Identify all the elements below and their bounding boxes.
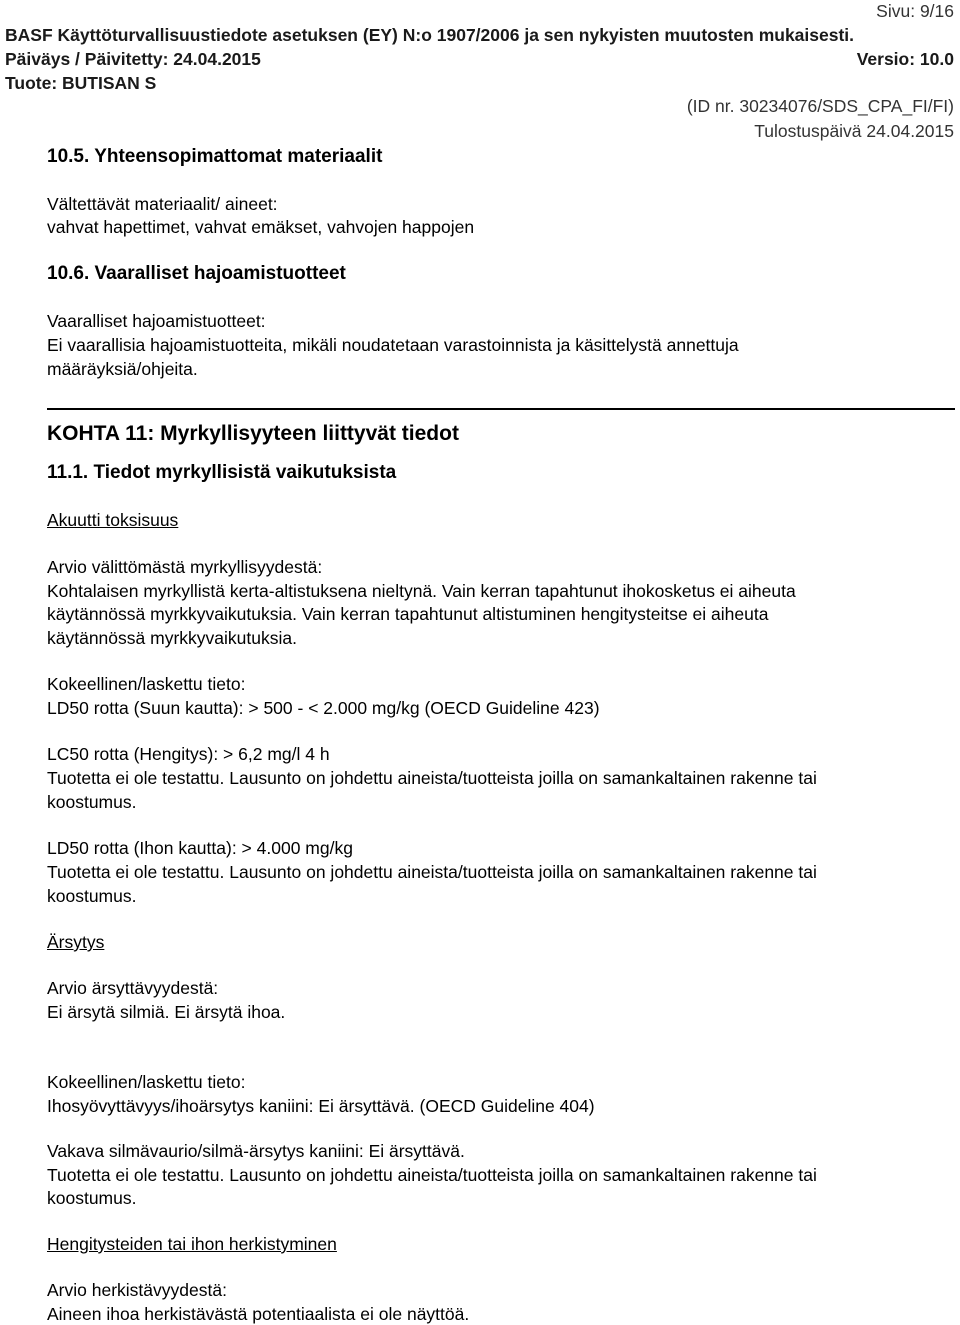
skin-irritation: Ihosyövyttävyys/ihoärsytys kaniini: Ei ärsyttävä. (OECD Guideline 404) <box>47 1096 595 1116</box>
incompatible-label: Vältettävät materiaalit/ aineet: <box>47 194 278 214</box>
sensitization-text: Aineen ihoa herkistävästä potentiaalista ei ole näyttöä. <box>47 1304 470 1324</box>
decomposition-text-1: Ei vaarallisia hajoamistuotteita, mikäli noudatetaan varastoinnista ja käsittelystä annettuja <box>47 335 739 355</box>
version: Versio: 10.0 <box>856 49 954 69</box>
irritation-note-2: koostumus. <box>47 1188 137 1208</box>
product-name: Tuote: BUTISAN S <box>5 73 157 93</box>
irritation-experimental-label: Kokeellinen/laskettu tieto: <box>47 1072 246 1092</box>
acute-text-3: käytännössä myrkkyvaikutuksia. <box>47 628 297 648</box>
lc50-inhalation: LC50 rotta (Hengitys): > 6,2 mg/l 4 h <box>47 744 330 764</box>
decomposition-text-2: määräyksiä/ohjeita. <box>47 359 198 379</box>
document-id: (ID nr. 30234076/SDS_CPA_FI/FI) <box>686 96 954 116</box>
sensitization-title: Hengitysteiden tai ihon herkistyminen <box>47 1234 337 1254</box>
page-number: Sivu: 9/16 <box>876 1 954 21</box>
section-10-5-heading: 10.5. Yhteensopimattomat materiaalit <box>47 146 383 167</box>
document-title: BASF Käyttöturvallisuustiedote asetuksen (EY) N:o 1907/2006 ja sen nykyisten muutosten mukaisesti. <box>5 25 855 45</box>
irritation-text: Ei ärsytä silmiä. Ei ärsytä ihoa. <box>47 1002 286 1022</box>
ld50-dermal: LD50 rotta (Ihon kautta): > 4.000 mg/kg <box>47 838 353 858</box>
acute-toxicity-title: Akuutti toksisuus <box>47 510 179 530</box>
section-11-heading: KOHTA 11: Myrkyllisyyteen liittyvät tiedot <box>47 422 459 445</box>
eye-irritation: Vakava silmävaurio/silmä-ärsytys kaniini: Ei ärsyttävä. <box>47 1141 465 1161</box>
incompatible-text: vahvat hapettimet, vahvat emäkset, vahvojen happojen <box>47 217 475 237</box>
sensitization-label: Arvio herkistävyydestä: <box>47 1280 227 1300</box>
ld50-oral: LD50 rotta (Suun kautta): > 500 - < 2.000 mg/kg (OECD Guideline 423) <box>47 698 600 718</box>
revision-date: Päiväys / Päivitetty: 24.04.2015 <box>5 49 261 69</box>
acute-label: Arvio välittömästä myrkyllisyydestä: <box>47 557 323 577</box>
acute-experimental-label: Kokeellinen/laskettu tieto: <box>47 674 246 694</box>
section-divider <box>47 408 955 410</box>
irritation-label: Arvio ärsyttävyydestä: <box>47 978 219 998</box>
lc50-note-1: Tuotetta ei ole testattu. Lausunto on johdettu aineista/tuotteista joilla on samankaltainen rakenne tai <box>47 768 817 788</box>
acute-text-1: Kohtalaisen myrkyllistä kerta-altistuksena nieltynä. Vain kerran tapahtunut ihokosketus ei aiheuta <box>47 581 796 601</box>
irritation-title: Ärsytys <box>47 932 105 952</box>
decomposition-label: Vaaralliset hajoamistuotteet: <box>47 311 266 331</box>
section-10-6-heading: 10.6. Vaaralliset hajoamistuotteet <box>47 263 346 284</box>
print-date: Tulostuspäivä 24.04.2015 <box>754 121 954 141</box>
irritation-note-1: Tuotetta ei ole testattu. Lausunto on johdettu aineista/tuotteista joilla on samankaltainen rakenne tai <box>47 1165 817 1185</box>
section-11-1-heading: 11.1. Tiedot myrkyllisistä vaikutuksista <box>47 462 397 483</box>
ld50-dermal-note-1: Tuotetta ei ole testattu. Lausunto on johdettu aineista/tuotteista joilla on samankaltainen rakenne tai <box>47 862 817 882</box>
lc50-note-2: koostumus. <box>47 792 137 812</box>
acute-text-2: käytännössä myrkkyvaikutuksia. Vain kerran tapahtunut altistuminen hengitysteitse ei aiheuta <box>47 604 769 624</box>
ld50-dermal-note-2: koostumus. <box>47 886 137 906</box>
